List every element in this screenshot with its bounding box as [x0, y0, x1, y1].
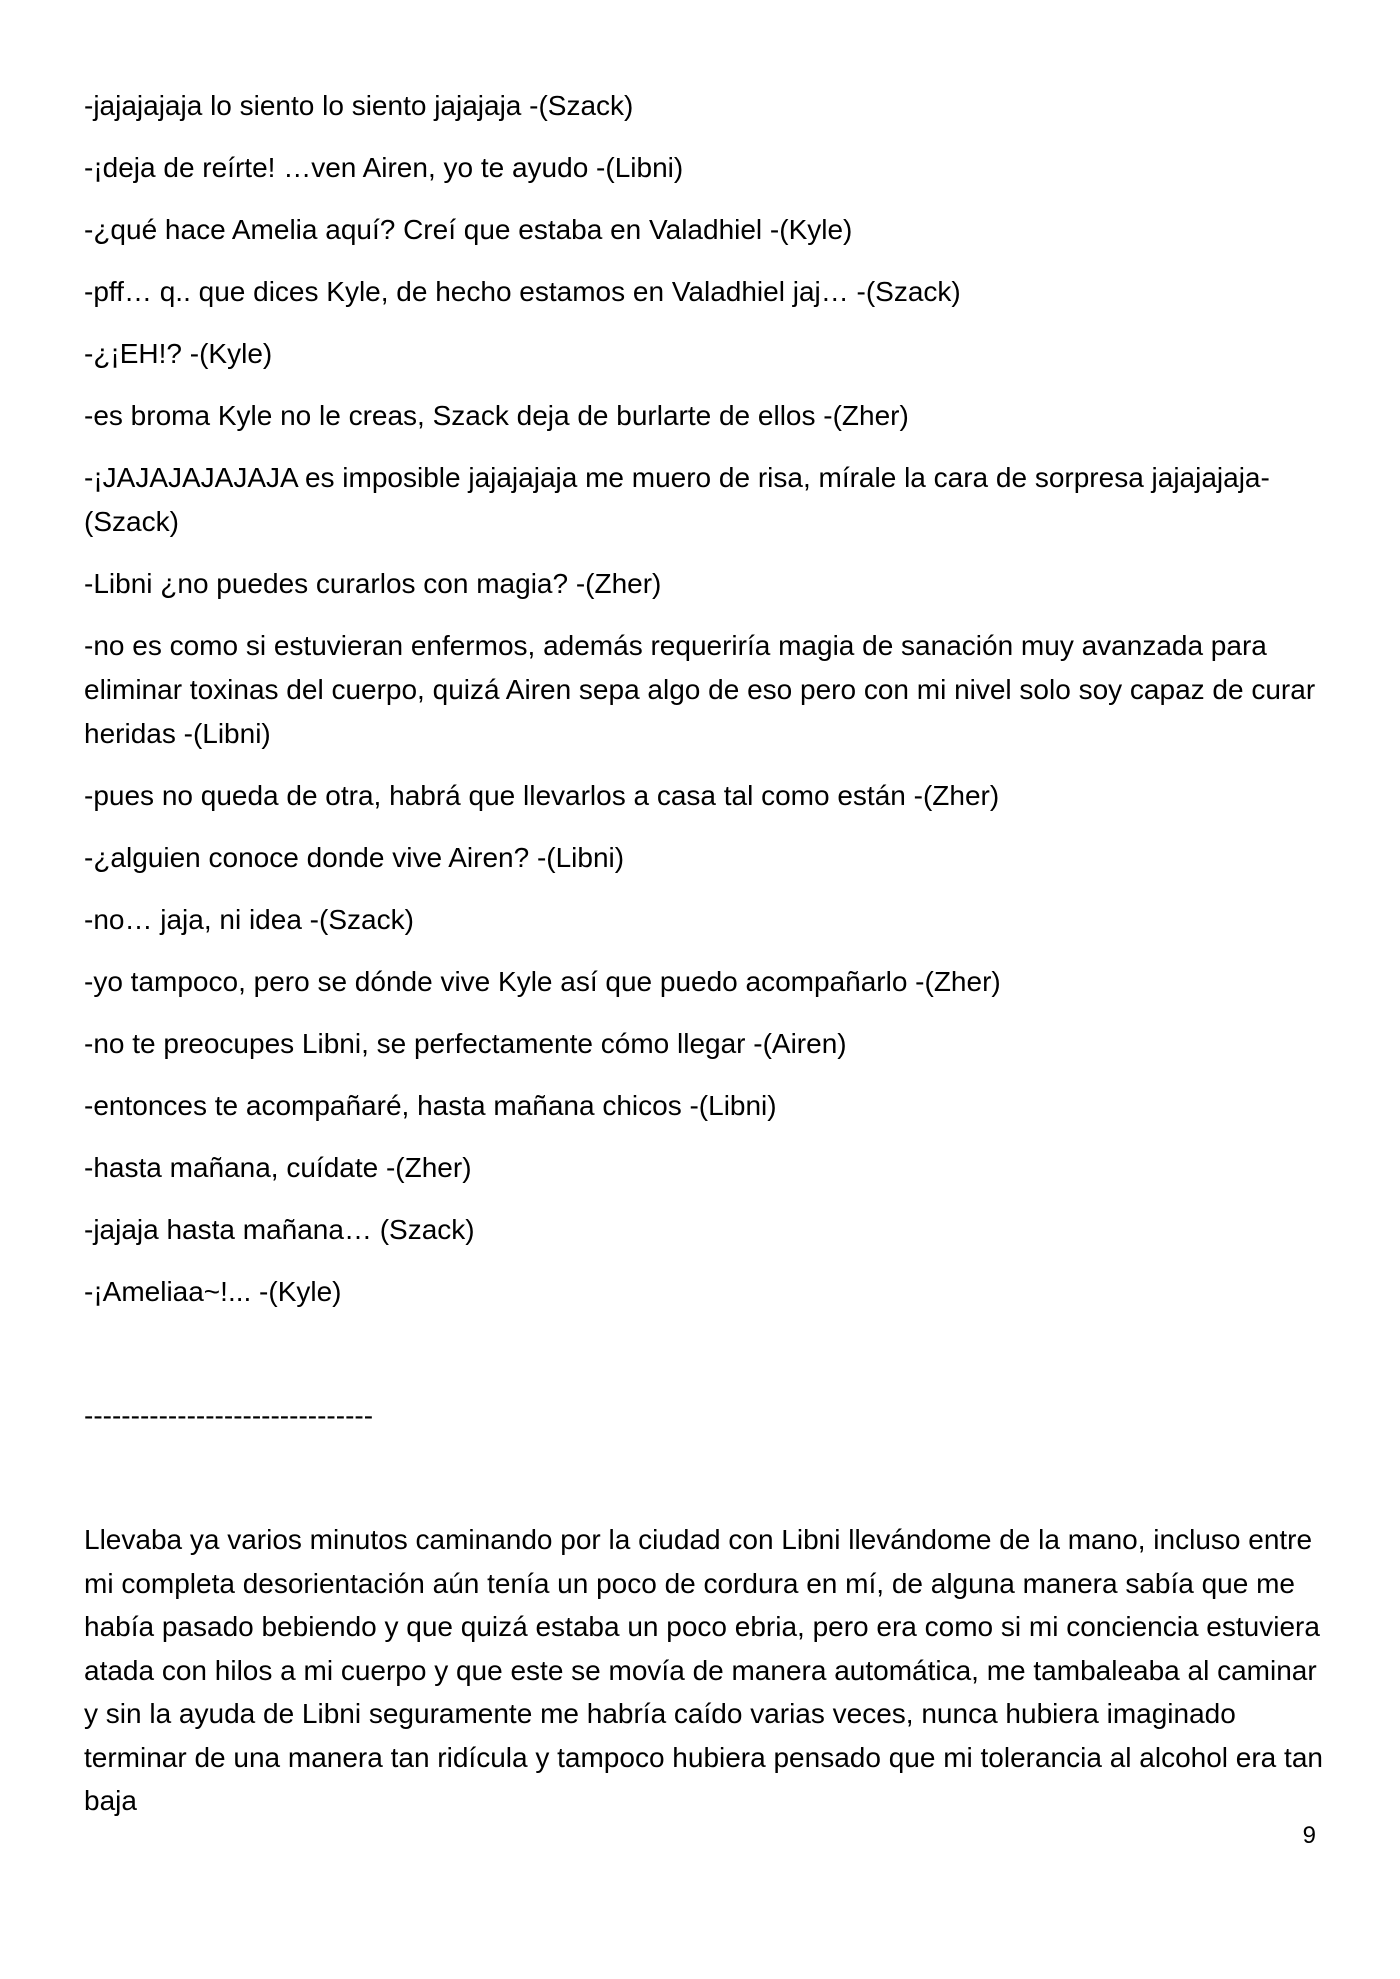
dialogue-line: -¿qué hace Amelia aquí? Creí que estaba en Valadhiel -(Kyle) [84, 214, 853, 245]
dialogue-line: -jajajajaja lo siento lo siento jajajaja -(Szack) [84, 90, 634, 121]
dialogue-line: -Libni ¿no puedes curarlos con magia? -(Zher) [84, 568, 662, 599]
dialogue-line: -¡deja de reírte! …ven Airen, yo te ayudo -(Libni) [84, 152, 684, 183]
section-separator: ------------------------------- [84, 1400, 374, 1431]
dialogue-line: -pues no queda de otra, habrá que llevarlos a casa tal como están -(Zher) [84, 780, 1000, 811]
dialogue-line: -pff… q.. que dices Kyle, de hecho estamos en Valadhiel jaj… -(Szack) [84, 276, 961, 307]
dialogue-line: -hasta mañana, cuídate -(Zher) [84, 1152, 472, 1183]
dialogue-line: -jajaja hasta mañana… (Szack) [84, 1214, 475, 1245]
page-number: 9 [1302, 1822, 1316, 1849]
dialogue-line: -entonces te acompañaré, hasta mañana chicos -(Libni) [84, 1090, 777, 1121]
dialogue-line: -¡Ameliaa~!... -(Kyle) [84, 1276, 342, 1307]
dialogue-line: -¿alguien conoce donde vive Airen? -(Libni) [84, 842, 625, 873]
dialogue-line: -¡JAJAJAJAJAJA es imposible jajajajaja me muero de risa, mírale la cara de sorpresa jajajajaja-(Szack) [84, 462, 1270, 537]
dialogue-line: -es broma Kyle no le creas, Szack deja de burlarte de ellos -(Zher) [84, 400, 909, 431]
dialogue-line: -no es como si estuvieran enfermos, además requeriría magia de sanación muy avanzada para eliminar toxinas del cuerpo, quizá Airen sepa algo de eso pero con mi nivel solo soy capaz de curar heridas -(Libni) [84, 630, 1316, 749]
dialogue-list [84, 84, 1316, 1332]
dialogue-line: -yo tampoco, pero se dónde vive Kyle así que puedo acompañarlo -(Zher) [84, 966, 1001, 997]
narration-paragraph: Llevaba ya varios minutos caminando por la ciudad con Libni llevándome de la mano, incluso entre mi completa desorientación aún tenía un poco de cordura en mí, de alguna manera sabía que me había pasado bebiendo y que quizá estaba un poco ebria, pero era como si mi conciencia estuviera atada con hilos a mi cuerpo y que este se movía de manera automática, me tambaleaba al caminar y sin la ayuda de Libni seguramente me habría caído varias veces, nunca hubiera imaginado terminar de una manera tan ridícula y tampoco hubiera pensado que mi tolerancia al alcohol era tan baja [84, 1524, 1323, 1816]
dialogue-line: -¿¡EH!? -(Kyle) [84, 338, 273, 369]
dialogue-line: -no… jaja, ni idea -(Szack) [84, 904, 414, 935]
dialogue-line: -no te preocupes Libni, se perfectamente cómo llegar -(Airen) [84, 1028, 847, 1059]
